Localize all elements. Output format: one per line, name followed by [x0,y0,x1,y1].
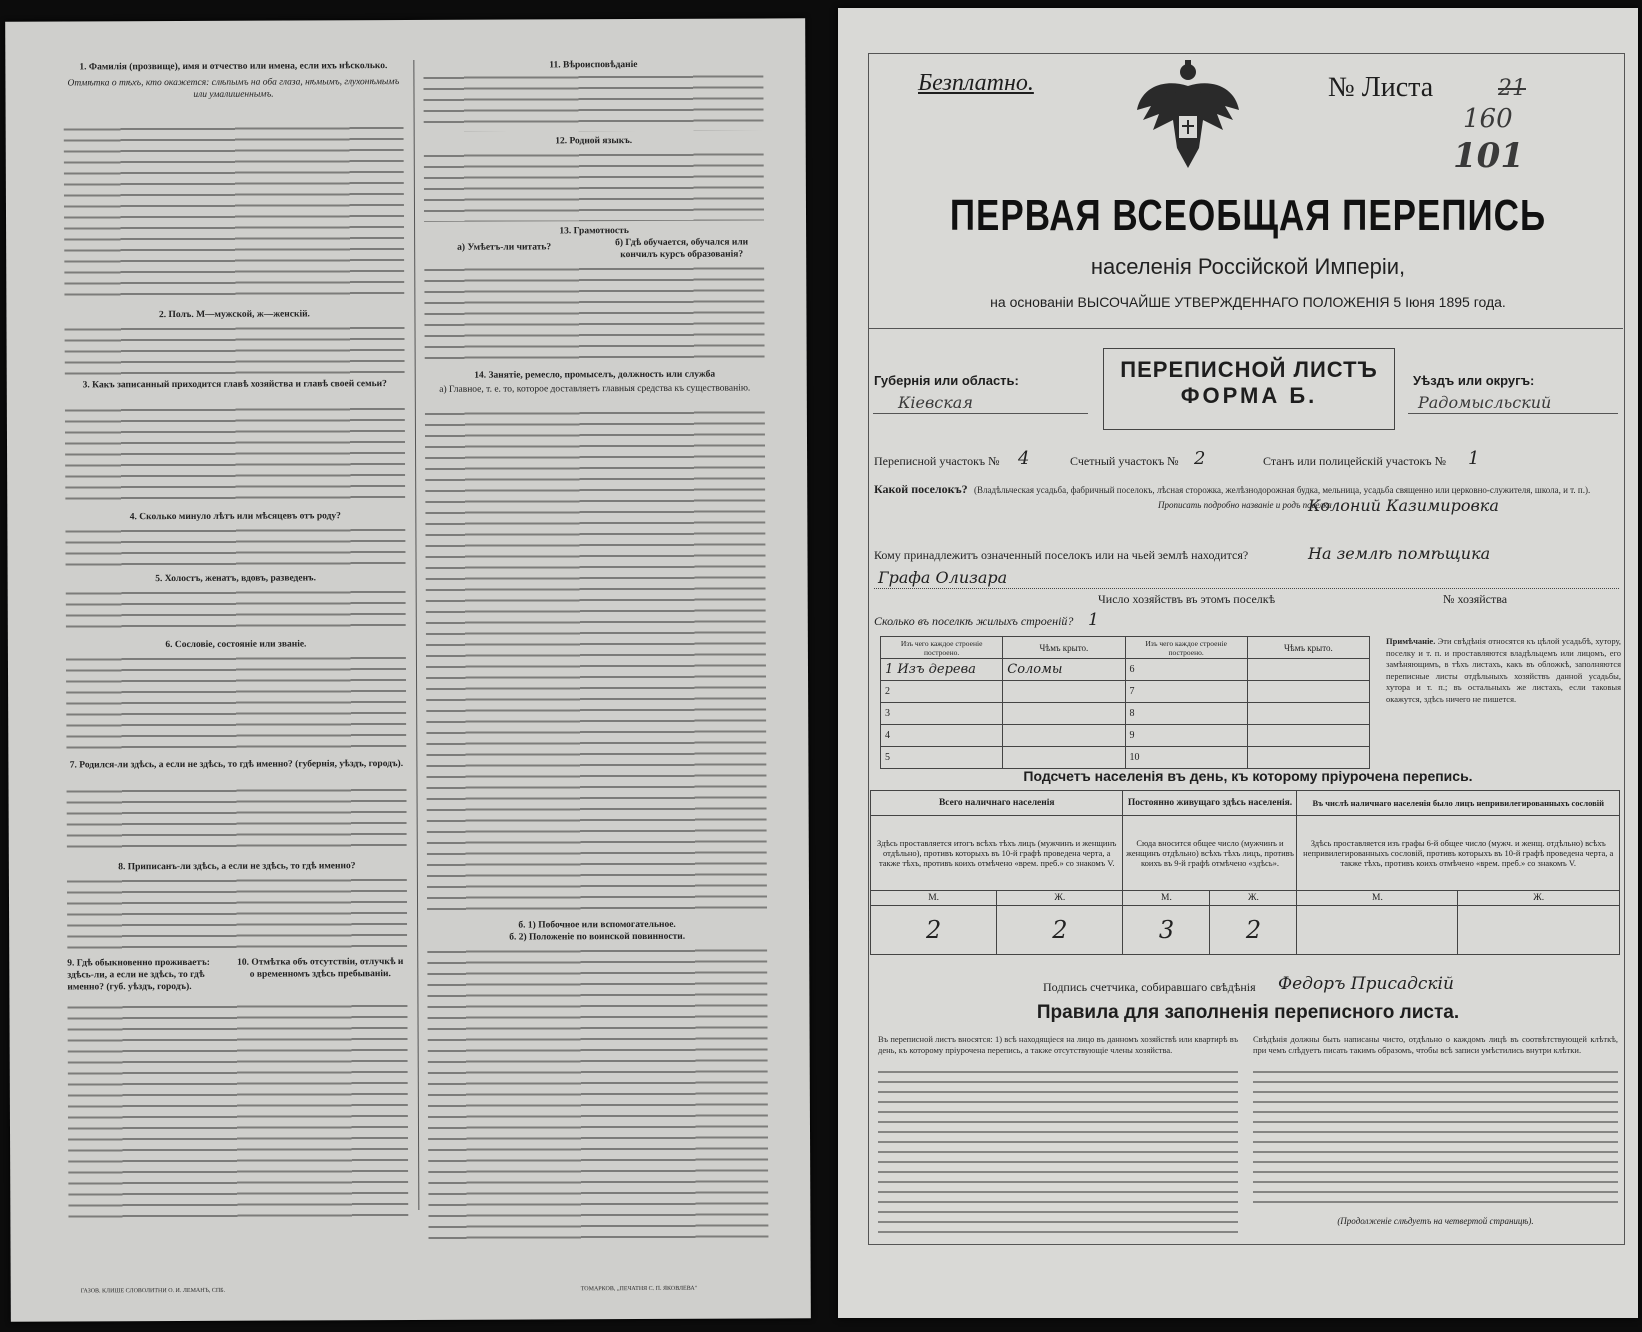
row-number: 2 [881,681,1003,703]
stan-label: Станъ или полицейскій участокъ № [1263,454,1447,468]
section-7-heading: 7. Родился-ли здѣсь, а если не здѣсь, то гдѣ именно? (губернія, уѣздъ, городъ). [69,759,404,771]
row-number: 3 [881,703,1003,725]
underline [1408,413,1618,414]
table-row [881,703,1370,725]
text-block [67,876,407,952]
section-1-subheading: Отмѣтка о тѣхъ, кто окажется: слѣпымъ на оба глаза, нѣмымъ, глухонѣмымъ или умалишеннымъ. [67,77,400,100]
text-block [424,264,764,365]
table-row [881,747,1370,769]
text-block [67,1002,408,1218]
roof-value: Соломы [1003,659,1125,681]
sheet-number-handwritten: 160 [1463,104,1513,134]
buildings-table [880,636,1370,769]
text-block [425,408,767,914]
female-label: Ж. [997,891,1123,906]
material-cell [881,659,1003,681]
population-count-title: Подсчетъ населенія въ день, къ которому пріурочена перепись. [1023,768,1473,784]
row-number: 7 [1125,681,1247,703]
count-text-nonprivileged: Здѣсь проставляется изъ графы 6-й общее число (мужч. и женщ. отдѣльно) всѣхъ непривилегированныхъ сословій, противъ которыхъ въ 10-й графѣ проведена черта, а также тѣхъ, противъ коихъ отмѣчено «врем. преб.» со знакомъ V. [1297,816,1620,891]
section-3-heading: 3. Какъ записанный приходится главѣ хозяйства и главѣ своей семьи? [82,379,387,391]
male-label: М. [1123,891,1210,906]
divider [868,328,1623,329]
free-of-charge-label: Безплатно. [918,70,1034,96]
text-block [66,654,406,755]
section-5-heading: 5. Холостъ, женатъ, вдовъ, разведенъ. [155,573,316,585]
male-label: М. [1297,891,1458,906]
buildings-label: Сколько въ поселкѣ жилыхъ строеній? [874,614,1074,628]
count-district-value: 2 [1194,448,1206,469]
rules-column-right [1253,1034,1618,1234]
row-number: 8 [1125,703,1247,725]
table-row [881,659,1370,681]
female-label: Ж. [1458,891,1620,906]
text-block [878,1068,1238,1233]
household-number-label: № хозяйства [1443,592,1508,606]
row-number: 9 [1125,725,1247,747]
households-label: Число хозяйствъ въ этомъ поселкѣ [1098,592,1276,606]
sheet-number-label: № Листа [1328,72,1434,103]
settlement-value: Колоний Казимировка [1308,496,1499,515]
double-headed-eagle-emblem [1133,58,1243,176]
legal-basis: на основаніи ВЫСОЧАЙШЕ УТВЕРЖДЕННАГО ПОЛОЖЕНІЯ 5 Іюня 1895 года. [990,294,1506,310]
section-13a-heading: а) Умѣетъ-ли читать? [457,242,552,253]
table-row [881,725,1370,747]
text-block [427,946,768,1242]
sheet-number-handwritten: 101 [1453,136,1524,176]
text-block [64,324,404,375]
census-district-label: Переписной участокъ № [874,454,1000,468]
printer-imprint: ТОМАРКОВ, „ПЕЧАТНЯ С. П. ЯКОВЛЕВА" [580,1285,698,1293]
rules-intro: Въ переписной листъ вносятся: 1) всѣ находящіеся на лицо въ данномъ хозяйствѣ или квартирѣ въ день, къ которому пріурочена перепись, а также отсутствующіе члены хозяйства. [878,1034,1238,1055]
buildings-value: 1 [1088,610,1099,630]
table-header-roof: Чѣмъ крыто. [1247,637,1369,659]
census-form-page [838,8,1638,1318]
document-title: ПЕРВАЯ ВСЕОБЩАЯ ПЕРЕПИСЬ [949,191,1547,240]
text-block [423,72,763,131]
nonprivileged-male-value [1297,906,1458,955]
note-block [1386,636,1621,705]
text-block [65,405,405,506]
instructions-column-2 [423,58,768,1264]
census-district-value: 4 [1018,448,1030,469]
stan-value: 1 [1468,448,1480,469]
count-header-permanent: Постоянно живущаго здѣсь населенія. [1123,791,1297,816]
document-subtitle: населенія Россійской Имперіи, [1090,254,1406,279]
owner-value-line-2: Графа Олизара [878,568,1008,587]
row-number: 6 [1125,659,1247,681]
uezd-label: Уѣздъ или округъ: [1413,373,1535,388]
note-title: Примѣчаніе. [1386,636,1436,646]
column-divider [413,60,419,1210]
section-6-2-heading: б. 2) Положеніе по воинской повинности. [509,931,686,943]
section-14a-heading: а) Главное, т. е. то, которое доставляетъ главныя средства къ существованію. [439,383,751,395]
dotted-line [874,588,1619,589]
sheet-title: ПЕРЕПИСНОЙ ЛИСТЪ [1120,357,1378,382]
count-text-total: Здѣсь проставляется итогъ всѣхъ тѣхъ лицъ (мужчинъ и женщинъ отдѣльно), противъ которыхъ въ 10-й графѣ проведена черта, а также тѣхъ, противъ коихъ отмѣчено «врем. преб.» со знакомъ V. [871,816,1123,891]
owner-label: Кому принадлежитъ означенный поселокъ или на чьей землѣ находится? [874,548,1249,562]
section-9-heading: 9. Гдѣ обыкновенно проживаетъ: здѣсь-ли, а если не здѣсь, то гдѣ именно? (губ. уѣздъ, городъ). [67,957,210,993]
row-number: 1 [885,662,894,677]
table-header-material: Изъ чего каждое строеніе построено. [1125,637,1247,659]
section-8-heading: 8. Приписанъ-ли здѣсь, а если не здѣсь, то гдѣ именно? [118,861,356,873]
section-6-heading: 6. Сословіе, состояніе или званіе. [165,639,307,651]
section-11-heading: 11. Вѣроисповѣданіе [549,59,638,71]
row-number: 4 [881,725,1003,747]
text-block [1253,1068,1618,1208]
permanent-male-value: 3 [1123,906,1210,955]
table-header-roof: Чѣмъ крыто. [1003,637,1125,659]
enumerator-signature-value: Федоръ Присадскій [1278,974,1454,994]
owner-value: На землѣ помѣщика [1308,544,1491,563]
settlement-label: Какой поселокъ? [874,482,968,496]
underline [873,413,1088,414]
guberniya-value: Кіевская [898,393,973,412]
count-header-total: Всего наличнаго населенія [871,791,1123,816]
text-block [67,786,407,855]
row-number: 10 [1125,747,1247,769]
form-title-box [1103,348,1395,430]
section-14-heading: 14. Занятіе, ремесло, промыселъ, должность или служба [474,369,716,381]
enumerator-signature-label: Подпись счетчика, собиравшаго свѣдѣнія [1043,980,1256,994]
printer-imprint: ГАЗОВ. КЛИШЕ СЛОВОЛИТНИ О. И. ЛЕМАНЪ, СПБ. [80,1287,226,1295]
material-value: Изъ дерева [897,662,976,677]
permanent-female-value: 2 [1210,906,1297,955]
male-label: М. [871,891,997,906]
text-block [65,526,405,567]
row-number: 5 [881,747,1003,769]
continued-note: (Продолженіе слѣдуетъ на четвертой страницѣ). [1337,1216,1534,1226]
settlement-hint: (Владѣльческая усадьба, фабричный поселокъ, лѣсная сторожка, желѣзнодорожная будка, мельница, усадьба священно или церковно-служителя, школа, и т. п.). [974,485,1591,495]
instructions-column-1 [63,60,408,1266]
table-row [881,681,1370,703]
female-label: Ж. [1210,891,1297,906]
rules-title: Правила для заполненія переписного листа. [1036,1002,1460,1023]
section-12-heading: 12. Родной языкъ. [555,136,633,147]
form-label: ФОРМА Б. [1180,383,1318,408]
sheet-number-struck: 21 [1498,76,1526,101]
section-2-heading: 2. Полъ. М—мужской, ж—женскій. [158,309,310,321]
uezd-value: Радомысльский [1418,393,1552,412]
note-text: Эти свѣдѣнія относятся къ цѣлой усадьбѣ, хутору, поселку и т. п. и проставляются владѣльцемъ или лицомъ, его замѣняющимъ, в тѣхъ листахъ, какъ въ обложкѣ, заполняются переписные листы отдѣльныхъ хозяйствъ данной усадьбы, хутора и т. п.; въ остальныхъ же листахъ, если таковыя окажутся, здѣсь ничего не пишется. [1386,636,1622,704]
population-count-table [870,790,1620,955]
settlement-instruction: Прописать подробно названіе и родъ поселка [1158,500,1332,510]
rules-right-intro: Свѣдѣнія должны быть написаны чисто, отдѣльно о каждомъ лицѣ въ соотвѣтствующей клѣткѣ, при чемъ слѣдуетъ писать такимъ образомъ, чтобы всѣ записи умѣстились внутри клѣтки. [1253,1034,1618,1055]
count-text-permanent: Сюда вносится общее число (мужчинъ и женщинъ отдѣльно) всѣхъ тѣхъ лицъ, противъ коихъ въ 9-й графѣ отмѣчено «здѣсь». [1123,816,1297,891]
section-1-heading: 1. Фамилія (прозвище), имя и отчество или имена, если ихъ нѣсколько. [79,61,388,73]
section-6-1-heading: б. 1) Побочное или вспомогательное. [518,919,676,931]
count-header-nonprivileged: Въ числѣ наличнаго населенія было лицъ непривилегированныхъ сословій [1297,791,1620,816]
nonprivileged-female-value [1458,906,1620,955]
total-female-value: 2 [997,906,1123,955]
guberniya-label: Губернія или область: [874,373,1019,388]
left-instructions-page [5,18,811,1321]
text-block [66,588,406,634]
section-4-heading: 4. Сколько минуло лѣтъ или мѣсяцевъ отъ роду? [129,511,341,523]
table-header-material: Изъ чего каждое строеніе построено. [881,637,1003,659]
text-block [424,150,764,221]
text-block [64,124,405,300]
count-district-label: Счетный участокъ № [1070,454,1179,468]
section-13-heading: 13. Грамотность [559,226,629,237]
rules-column-left [878,1034,1238,1234]
section-10-heading: 10. Отмѣтка объ отсутствіи, отлучкѣ и о временномъ здѣсь пребываніи. [237,957,404,980]
total-male-value: 2 [871,906,997,955]
section-13b-heading: б) Гдѣ обучается, обучался или кончилъ курсъ образованія? [615,237,749,261]
